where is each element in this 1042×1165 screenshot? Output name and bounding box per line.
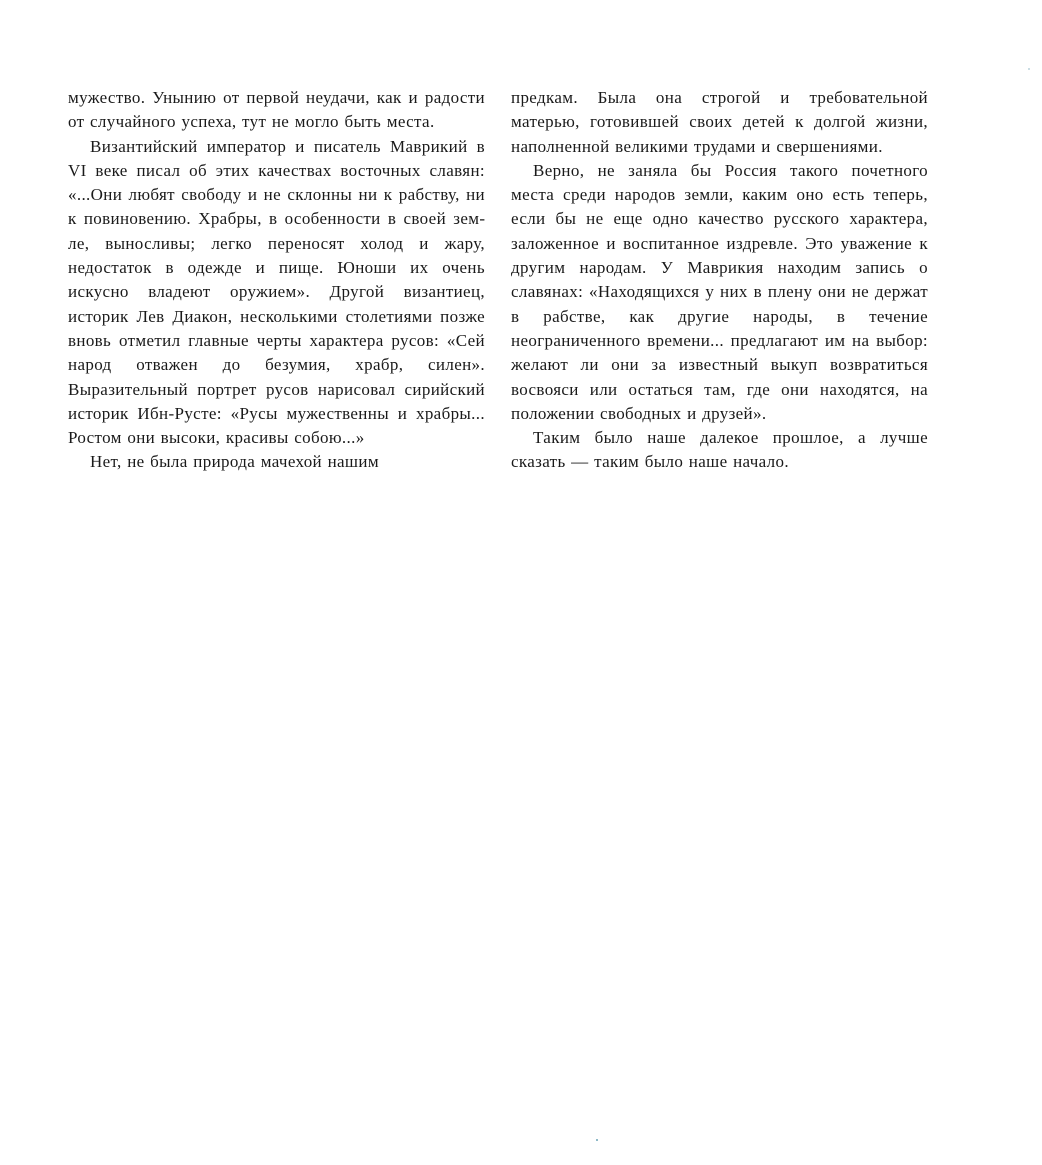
text-column-left xyxy=(68,86,485,475)
paragraph: Византийский император и писатель Маврикий в VI веке писал об этих качествах восточных славян: «...Они любят свободу и не склонны ни к рабству, ни к повиновению. Храбры, в особенности в своей земле, выносливы; легко переносят холод и жару, недостаток в одежде и пище. Юноши их очень искусно владеют оружием». Другой византиец, историк Лев Диакон, несколькими столетиями позже вновь отметил главные черты характера русов: «Сей народ отважен до безумия, храбр, силен». Выразительный портрет русов нарисовал сирийский историк Ибн-Русте: «Русы мужественны и храбры... Ростом они высоки, красивы собою...» xyxy=(68,136,485,448)
text-column-right xyxy=(511,86,928,475)
scan-speck xyxy=(596,1139,598,1141)
scan-speck xyxy=(1028,68,1030,70)
paragraph: Таким было наше далекое прошлое, а лучше сказать — таким было наше начало. xyxy=(511,428,928,472)
paragraph: мужество. Унынию от первой неудачи, как и радости от случайного успеха, тут не могло быть места. xyxy=(68,88,485,132)
paragraph: Верно, не заняла бы Россия такого почетного места среди народов земли, каким оно есть теперь, если бы не еще одно качество русского характера, заложенное и воспитанное издревле. Это уважение к другим народам. У Маврикия находим запись о славянах: «Находящихся у них в плену они не держат в рабстве, как другие народы, в течение неограниченного времени... предлагают им на выбор: желают ли они за известный выкуп возвратиться восвояси или остаться там, где они находятся, на положении свободных и друзей». xyxy=(511,160,928,423)
paragraph: Нет, не была природа мачехой нашим xyxy=(90,452,379,472)
paragraph: предкам. Была она строгой и требовательной матерью, готовившей своих детей к долгой жизни, наполненной великими трудами и свершениями. xyxy=(511,88,928,156)
